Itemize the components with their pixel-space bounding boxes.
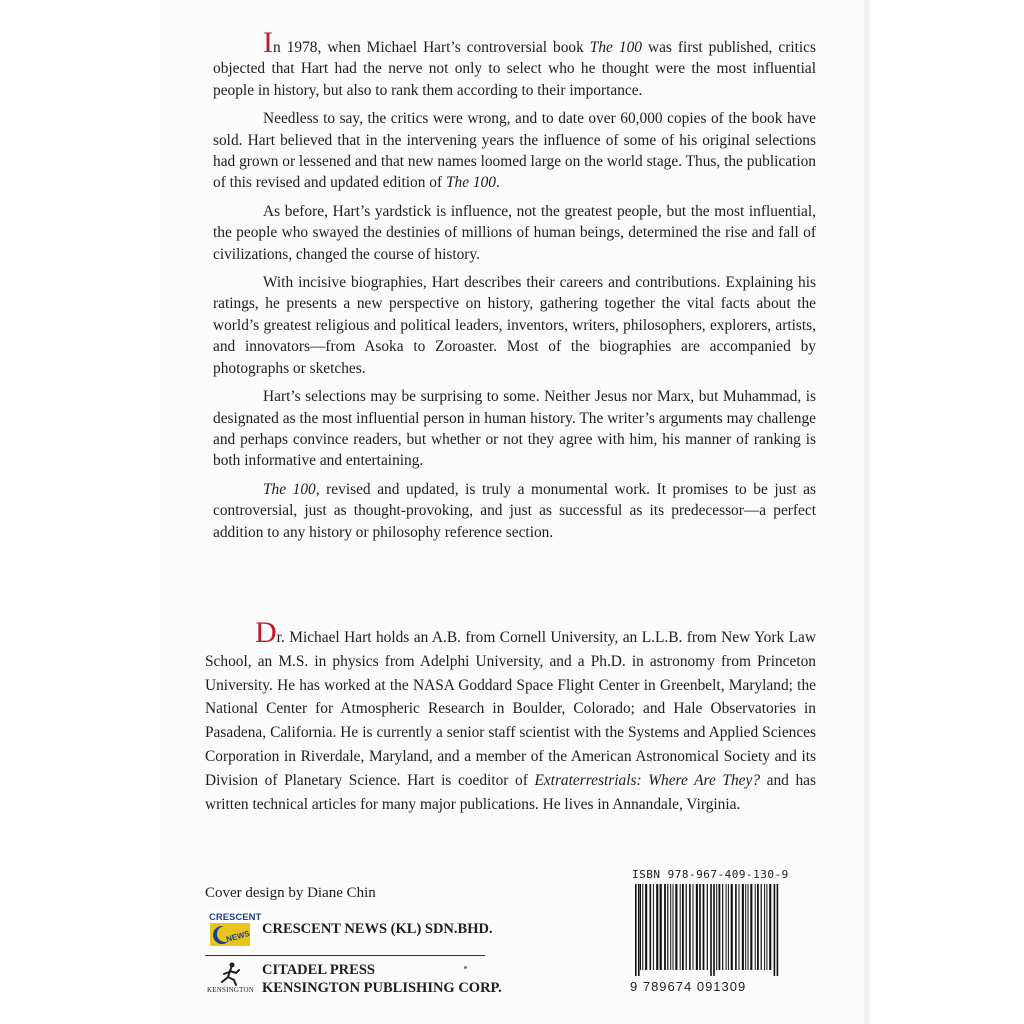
blurb-paragraph-5: Hart’s selections may be surprising to some. Neither Jesus nor Marx, but Muhammad, is designated as the most influential person in human history. The writer’s arguments may challenge and perhaps convince readers, but whether or not they agree with him, his manner of ranking is both informative and entertaining. — [213, 388, 816, 470]
barcode-bar — [707, 884, 708, 970]
barcode-bar — [764, 884, 765, 970]
barcode-bar — [728, 884, 729, 970]
barcode-bar — [748, 884, 749, 970]
barcode-bar — [696, 884, 698, 970]
isbn-block — [630, 866, 800, 998]
book-blurb — [213, 28, 816, 550]
barcode-bar — [745, 884, 746, 970]
author-bio — [205, 618, 816, 816]
author-bio-paragraph: Dr. Michael Hart holds an A.B. from Cornell University, an L.L.B. from New York Law School, an M.S. in physics from Adelphi University, and a Ph.D. in astronomy from Princeton University. He has worked at the NASA Goddard Space Flight Center in Greenbelt, Maryland; the National Center for Atmospheric Research in Boulder, Colorado; and Hale Observatories in Pasadena, California. He is currently a senior staff scientist with the Systems and Applied Sciences Corporation in Riverdale, Maryland, and a member of the American Astronomical Society and its Division of Planetary Science. Hart is coeditor of Extraterrestrials: Where Are They? and has written technical articles for many major publications. He lives in Annandale, Virginia. — [205, 616, 816, 813]
cover-design-credit: Cover design by Diane Chin — [205, 885, 376, 901]
barcode-bar — [638, 884, 640, 976]
barcode-bar — [699, 884, 701, 970]
kensington-logo-text: KENSINGTON — [207, 986, 254, 994]
blurb-paragraph-1: In 1978, when Michael Hart’s controversial book The 100 was first published, critics objected that Hart had the nerve not only to select who he thought were the most influential people in history, but also to rank them according to their importance. — [213, 26, 816, 99]
barcode-bar — [682, 884, 684, 970]
barcode-bar — [642, 884, 643, 970]
barcode-bar — [739, 884, 740, 970]
barcode-bar — [680, 884, 681, 970]
barcode-bar — [693, 884, 694, 970]
barcode-bar — [716, 884, 717, 970]
barcode-bar — [722, 884, 723, 970]
barcode-bar — [664, 884, 666, 970]
barcode-bar — [719, 884, 721, 970]
barcode-bar — [731, 884, 733, 970]
barcode-bar — [640, 884, 641, 970]
barcode-bar — [667, 884, 668, 970]
blurb-paragraph-3: As before, Hart’s yardstick is influence, not the greatest people, but the most influential, the people who swayed the destinies of millions of human beings, determined the rise and fall of civilizations, changed the course of history. — [213, 202, 816, 263]
citadel-press-name: CITADEL PRESS — [262, 962, 375, 978]
barcode-bar — [673, 884, 674, 970]
barcode-bar — [660, 884, 662, 970]
barcode-bar — [769, 884, 771, 970]
barcode-number: 9 789674 091309 — [630, 979, 747, 994]
svg-text:CRESCENT: CRESCENT — [209, 912, 262, 923]
barcode-bar — [750, 884, 752, 970]
barcode-bar — [675, 884, 677, 970]
crescent-publisher-name: CRESCENT NEWS (KL) SDN.BHD. — [262, 921, 493, 937]
barcode-bar — [761, 884, 762, 970]
drop-cap-i: I — [263, 26, 273, 59]
blurb-paragraph-2: Needless to say, the critics were wrong, and to date over 60,000 copies of the book have sold. Hart believed that in the intervening years the influence of some of his original selections had grown or lessened and that new names loomed large on the world stage. Thus, the publication of this revised and updated edition of The 100. — [213, 110, 816, 192]
isbn-label: ISBN 978-967-409-130-9 — [632, 868, 789, 881]
speck — [464, 966, 467, 969]
barcode-bar — [689, 884, 691, 970]
barcode-bar — [774, 884, 776, 976]
blurb-paragraph-6: The 100, revised and updated, is truly a monumental work. It promises to be just as controversial, just as thought-provoking, and just as successful as its predecessor—a perfect addition to any history or philosophy reference section. — [213, 480, 816, 541]
barcode-bar — [653, 884, 654, 970]
barcode-bar — [645, 884, 647, 970]
barcode-bar — [757, 884, 759, 970]
kensington-publisher-name: KENSINGTON PUBLISHING CORP. — [262, 980, 502, 996]
barcode-bar — [713, 884, 715, 976]
barcode-bar — [710, 884, 712, 976]
barcode-bar — [742, 884, 744, 970]
barcode-bar — [650, 884, 652, 970]
page-edge — [864, 0, 870, 1024]
publisher-divider — [205, 955, 485, 956]
barcode-bar — [726, 884, 727, 970]
barcode-bar — [656, 884, 658, 970]
barcode — [634, 884, 796, 976]
svg-text:NEWS: NEWS — [225, 929, 251, 944]
barcode-bar — [735, 884, 737, 970]
barcode-bar — [670, 884, 671, 970]
barcode-bar — [755, 884, 756, 970]
barcode-bar — [686, 884, 687, 970]
barcode-bar — [777, 884, 779, 976]
barcode-bar — [703, 884, 705, 970]
drop-cap-d: D — [255, 616, 277, 649]
crescent-news-logo — [208, 910, 262, 948]
blurb-paragraph-4: With incisive biographies, Hart describes their careers and contributions. Explaining his ratings, he presents a new perspective on history, gathering together the vital facts about the world’s greatest religious and political leaders, inventors, writers, philosophers, explorers, artists, and innovators—from Asoka to Zoroaster. Most of the biographies are accompanied by photographs or sketches. — [213, 274, 816, 377]
barcode-bar — [766, 884, 767, 970]
barcode-bar — [635, 884, 637, 976]
